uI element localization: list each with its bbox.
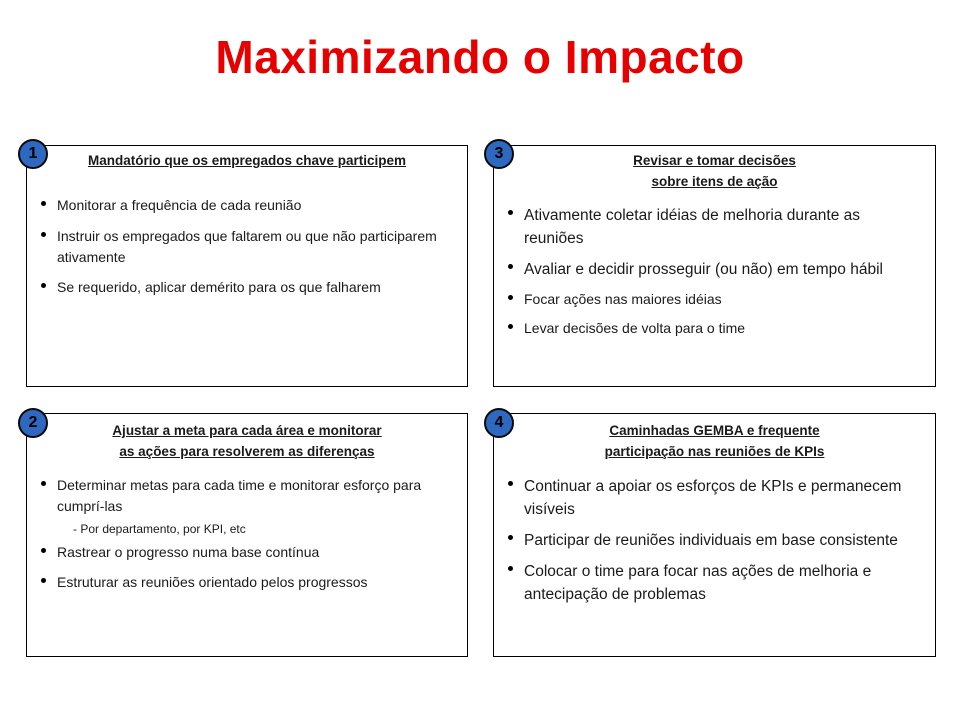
list-item: Instruir os empregados que faltarem ou que não participarem ativamente — [57, 226, 455, 268]
number-badge-4: 4 — [484, 408, 514, 438]
list-item: Continuar a apoiar os esforços de KPIs e permanecem visíveis — [524, 475, 923, 521]
number-badge-1: 1 — [18, 139, 48, 169]
list-item: Colocar o time para focar nas ações de melhoria e antecipação de problemas — [524, 560, 923, 606]
list-item-text: Determinar metas para cada time e monitorar esforço para cumprí-las — [57, 477, 422, 514]
panel-2-list — [27, 475, 467, 593]
panel-3-title-line: sobre itens de ação — [651, 174, 778, 189]
list-item: Se requerido, aplicar demérito para os que falharem — [57, 277, 455, 298]
panel-4-title-line: Caminhadas GEMBA e frequente — [609, 423, 820, 438]
panel-4-gemba — [493, 413, 936, 657]
list-item: Focar ações nas maiores idéias — [524, 289, 923, 310]
panel-3-title — [494, 150, 935, 192]
list-item — [57, 475, 455, 538]
page-title: Maximizando o Impacto — [215, 31, 745, 83]
panel-4-title — [494, 420, 935, 462]
panel-2-title-line: Ajustar a meta para cada área e monitorar — [112, 423, 382, 438]
panel-4-list — [494, 475, 935, 606]
list-item: Participar de reuniões individuais em base consistente — [524, 529, 923, 552]
list-item: Estruturar as reuniões orientado pelos progressos — [57, 572, 455, 593]
list-item: Monitorar a frequência de cada reunião — [57, 195, 455, 216]
panel-1-participation — [26, 145, 468, 387]
number-badge-3: 3 — [484, 139, 514, 169]
panel-1-title — [27, 150, 467, 171]
panel-2-title-line: as ações para resolverem as diferenças — [119, 444, 375, 459]
list-item: Avaliar e decidir prosseguir (ou não) em tempo hábil — [524, 258, 923, 281]
sub-item: - Por departamento, por KPI, etc — [73, 522, 246, 536]
list-item: Levar decisões de volta para o time — [524, 318, 923, 339]
panel-1-title-line: Mandatório que os empregados chave participem — [87, 153, 407, 168]
list-item: Ativamente coletar idéias de melhoria durante as reuniões — [524, 204, 923, 250]
panel-3-decisions — [493, 145, 936, 387]
panel-4-title-line: participação nas reuniões de KPIs — [604, 444, 825, 459]
list-item: Rastrear o progresso numa base contínua — [57, 542, 455, 563]
panel-1-list — [27, 195, 467, 298]
panel-2-goals — [26, 413, 468, 657]
number-badge-2: 2 — [18, 408, 48, 438]
panel-2-title — [27, 420, 467, 462]
panel-3-list — [494, 204, 935, 339]
panel-3-title-line: Revisar e tomar decisões — [633, 153, 796, 168]
